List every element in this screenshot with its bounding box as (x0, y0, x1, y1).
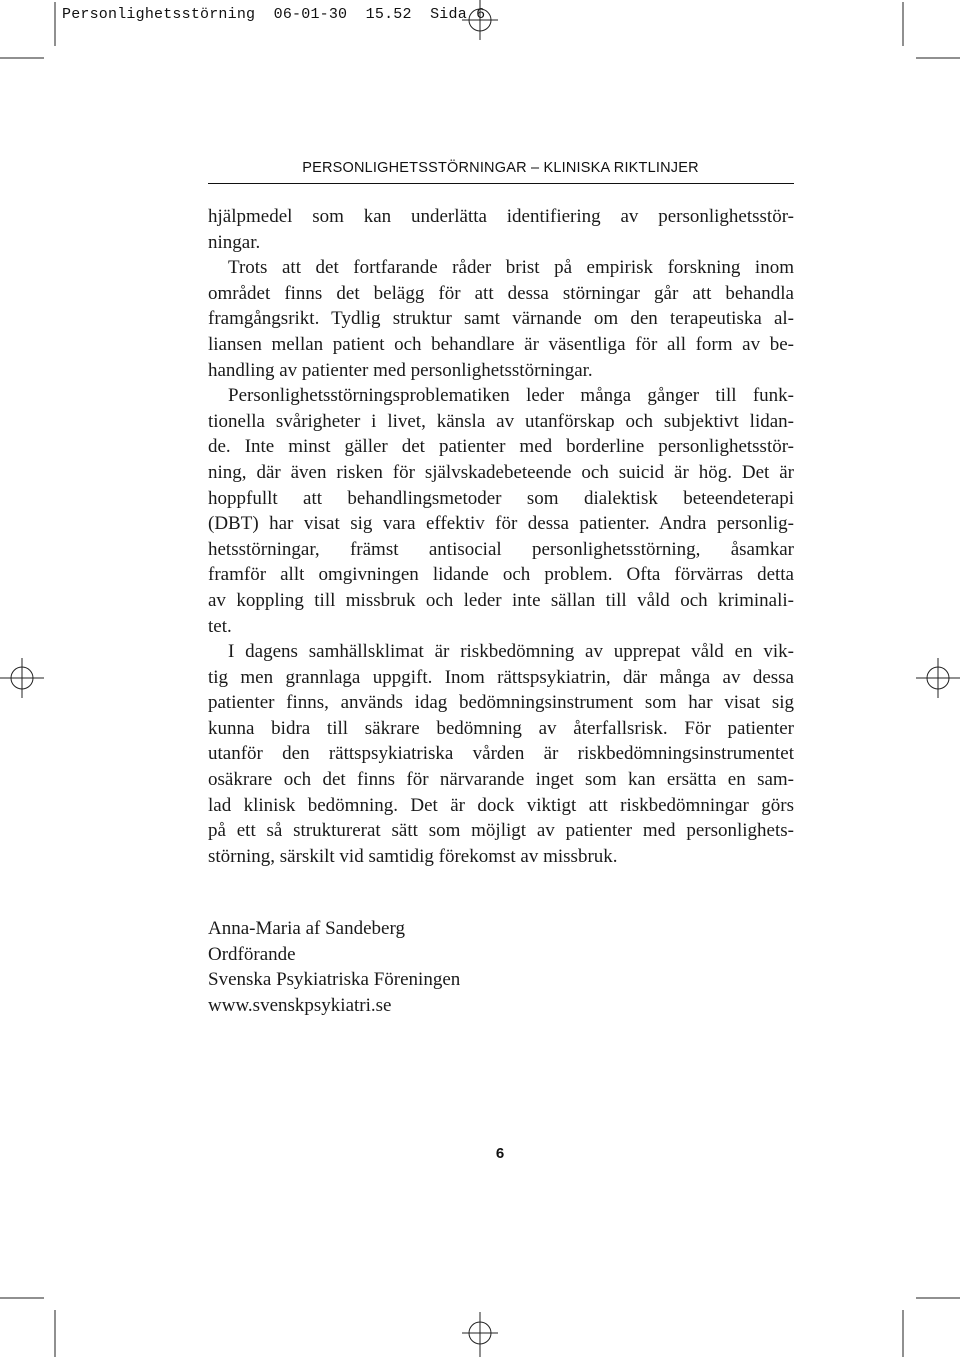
text-line: området finns det belägg för att dessa störningar går att behandla (208, 282, 794, 304)
text-line: tet. (208, 615, 232, 637)
signature-role: Ordförande (208, 943, 296, 965)
body-text (208, 204, 794, 869)
text-line: framgångsrikt. Tydlig struktur samt värnande om den terapeutiska al- (208, 308, 794, 330)
registration-mark-bottom (462, 1312, 498, 1357)
text-line: hetsstörningar, främst antisocial personlighetsstörning, åsamkar (208, 538, 794, 560)
text-line: I dagens samhällsklimat är riskbedömning av upprepat våld en vik- (228, 641, 794, 663)
text-line: utanför den rättspsykiatriska vården är riskbedömningsinstrumentet (208, 743, 794, 765)
text-line: hoppfullt att behandlingsmetoder som dialektisk beteendeterapi (208, 487, 794, 509)
signature-website: www.svenskpsykiatri.se (208, 994, 392, 1016)
text-line: Trots att det fortfarande råder brist på empirisk forskning inom (228, 257, 794, 279)
slug-time: 15.52 (365, 6, 412, 23)
text-line: på ett så strukturerat sätt som möjligt av patienter med personlighets- (208, 820, 794, 842)
text-line: patienter finns, används idag bedömningsinstrument som har visat sig (208, 692, 794, 714)
running-head-rule (208, 183, 794, 184)
signature-organization: Svenska Psykiatriska Föreningen (208, 969, 461, 991)
text-line: osäkrare och det finns för närvarande inget som kan ersätta en sam- (208, 769, 794, 791)
slug-date: 06-01-30 (273, 6, 348, 23)
registration-mark-right (916, 658, 960, 698)
signature-block (208, 916, 460, 1018)
text-line: ning, där även risken för självskadebeteende och suicid är hög. Det är (208, 461, 794, 483)
text-line: tig men grannlaga uppgift. Inom rättspsykiatrin, där många av dessa (208, 666, 794, 688)
text-line: liansen mellan patient och behandlare är väsentliga för all form av be- (208, 333, 794, 355)
text-line: ningar. (208, 231, 261, 253)
text-line: (DBT) har visat sig vara effektiv för dessa patienter. Andra personlig- (208, 513, 794, 535)
text-line: de. Inte minst gäller det patienter med borderline personlighetsstör- (208, 436, 794, 458)
text-line: hjälpmedel som kan underlätta identifiering av personlighetsstör- (208, 206, 794, 227)
text-line: handling av patienter med personlighetsstörningar. (208, 359, 593, 381)
slug-page-label: Sida 6 (430, 6, 486, 23)
slug-name: Personlighetsstörning (62, 6, 256, 23)
text-line: störning, särskilt vid samtidig förekomst av missbruk. (208, 845, 618, 867)
text-line: tionella svårigheter i livet, känsla av utanförskap och subjektivt lidan- (208, 410, 794, 432)
text-line: lad klinisk bedömning. Det är dock viktigt att riskbedömningar görs (208, 794, 794, 816)
page-number: 6 (495, 1145, 505, 1162)
running-head: PERSONLIGHETSSTÖRNINGAR – KLINISKA RIKTLINJER (302, 160, 699, 176)
signature-name: Anna-Maria af Sandeberg (208, 918, 405, 939)
text-line: av koppling till missbruk och leder inte sällan till våld och kriminali- (208, 589, 794, 611)
text-line: framför allt omgivningen lidande och problem. Ofta förvärras detta (208, 564, 794, 586)
text-line: Personlighetsstörningsproblematiken leder många gånger till funk- (228, 385, 794, 407)
text-line: kunna bidra till säkrare bedömning av återfallsrisk. För patienter (208, 717, 794, 739)
registration-mark-left (0, 658, 44, 698)
registration-mark-top (462, 0, 498, 40)
